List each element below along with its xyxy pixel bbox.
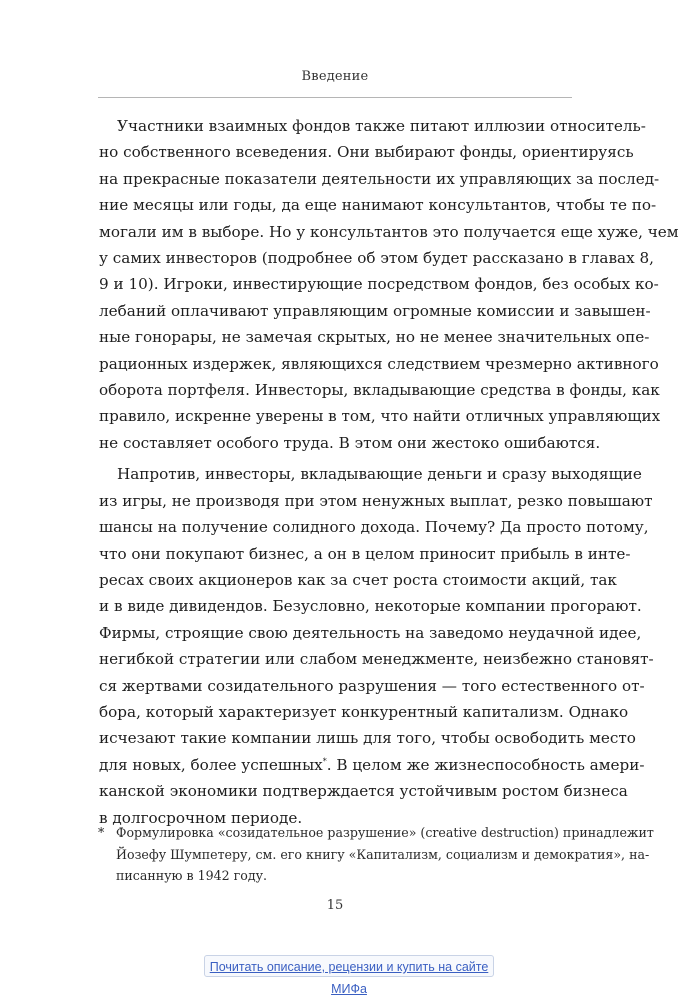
text-line: правило, искренне уверены в том, что найти отличных управляющих — [99, 407, 661, 426]
footnote-line: писанную в 1942 году. — [116, 868, 268, 883]
text-segment: для новых, более успешных — [99, 755, 323, 774]
text-line: лебаний оплачивают управляющим огромные комиссии и завышен- — [99, 301, 651, 320]
text-line: исчезают такие компании лишь для того, чтобы освободить место — [99, 729, 636, 748]
text-line: ние месяцы или годы, да еще нанимают консультантов, чтобы те по- — [99, 196, 657, 215]
running-head: Введение — [301, 69, 369, 84]
text-line: канской экономики подтверждается устойчивым ростом бизнеса — [99, 782, 628, 801]
footnote-text — [98, 822, 654, 887]
footnote-line: Йозефу Шумпетеру, см. его книгу «Капитализм, социализм и демократия», на- — [116, 846, 650, 862]
footnote-line: Формулировка «созидательное разрушение» (creative destruction) принадлежит — [116, 825, 654, 840]
text-line: бора, который характеризует конкурентный капитализм. Однако — [99, 702, 629, 721]
text-line: шансы на получение солидного дохода. Почему? Да просто потому, — [99, 518, 649, 537]
text-line: негибкой стратегии или слабом менеджменте, неизбежно становят- — [99, 650, 654, 669]
text-line: 9 и 10). Игроки, инвестирующие посредством фондов, без особых ко- — [99, 275, 659, 294]
text-line: в долгосрочном периоде. — [99, 808, 303, 827]
header-divider — [98, 97, 572, 98]
text-line: но собственного всеведения. Они выбирают фонды, ориентируясь — [99, 143, 634, 162]
footnote-reference: * — [322, 756, 327, 766]
text-line: и в виде дивидендов. Безусловно, некоторые компании прогорают. — [99, 597, 642, 616]
footnote — [98, 822, 654, 887]
text-line: рационных издержек, являющихся следствием чрезмерно активного — [99, 354, 659, 373]
text-line: из игры, не производя при этом ненужных выплат, резко повышают — [99, 491, 653, 510]
text-line: Фирмы, строящие свою деятельность на заведомо неудачной идее, — [99, 623, 642, 642]
text-line: ся жертвами созидательного разрушения — того естественного от- — [99, 676, 645, 695]
page-number: 15 — [326, 898, 344, 913]
text-line: ресах своих акционеров как за счет роста стоимости акций, так — [99, 570, 617, 589]
text-line: могали им в выборе. Но у консультантов это получается еще хуже, чем — [99, 222, 679, 241]
text-line: Напротив, инвесторы, вкладывающие деньги и сразу выходящие — [117, 465, 642, 484]
main-text — [99, 113, 679, 831]
footnote-mark: * — [98, 825, 105, 840]
text-line: не составляет особого труда. В этом они жестоко ошибаются. — [99, 433, 601, 452]
paragraph-2 — [99, 461, 654, 831]
text-line: оборота портфеля. Инвесторы, вкладывающие средства в фонды, как — [99, 381, 660, 400]
text-line: что они покупают бизнес, а он в целом приносит прибыль в инте- — [99, 544, 631, 563]
text-line-with-footnote-ref — [99, 752, 645, 778]
paragraph-1 — [99, 113, 679, 456]
text-line: Участники взаимных фондов также питают иллюзии относитель- — [117, 117, 646, 135]
text-line: у самих инвесторов (подробнее об этом будет рассказано в главах 8, — [99, 249, 654, 268]
text-segment: . В целом же жизнеспособность амери- — [326, 755, 645, 774]
text-line: на прекрасные показатели деятельности их управляющих за послед- — [99, 169, 660, 188]
store-link[interactable]: Почитать описание, рецензии и купить на сайте МИФа — [204, 955, 494, 977]
text-line: ные гонорары, не замечая скрытых, но не менее значительных опе- — [99, 328, 650, 347]
